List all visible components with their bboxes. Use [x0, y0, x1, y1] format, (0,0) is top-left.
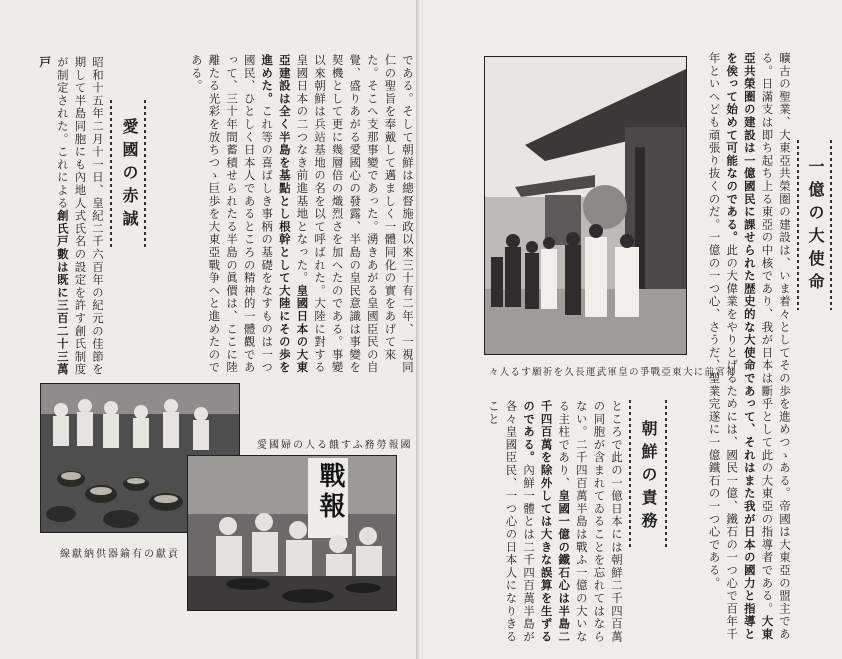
heading-rule-right — [144, 100, 146, 250]
heading-korea-duty: 朝鮮の責務 — [639, 420, 658, 535]
mission-text: 曠古の聖業、大東亞共榮圏の建設は、いま着々としてその歩を進めつゝある。帝國は大東亞の盟主である。日滿支は即ち起ち上る東亞の中核であり、我が日本は斷乎として此の大東亞の指導者である。 — [760, 52, 792, 641]
photo-patriotic-women — [187, 455, 397, 611]
photo-caption-shrine: 神宮前に大東亞戰爭の皇軍武運長久を祈願する人々 — [489, 367, 737, 378]
left-page — [0, 0, 418, 659]
korea-duty-text-column — [479, 400, 625, 644]
section-text: 昭和十五年二月十一日、皇紀二千六百年の紀元の佳節を期して半島同胞にも內地人式氏名の設定を許す創氏制度が制定された。これによる — [55, 56, 105, 376]
essay-bold-text: 皇國日本の大東亞建設は全く半島を基點とし根幹として大陸にその歩を進めた。 — [260, 54, 310, 374]
section-heading-patriotism: 愛國の赤誠 — [120, 118, 139, 233]
section-bold-text: 創氏戸數は既に三百二十三萬戸 — [38, 56, 70, 377]
right-page — [423, 0, 842, 659]
korea-duty-text-2: 內鮮一體とは二千四百萬半島が各々皇國臣民、一つ心の日本人になりきること — [486, 400, 537, 644]
mission-bold-text: 大東亞共榮圏の建設は一億國民に課せられた歴史的な大使命であって、それはまた我が日本の國力と指導とを俟って始めて可能なのである。 — [725, 52, 775, 641]
poster-text: 戰報 — [315, 462, 345, 522]
essay-column — [154, 54, 416, 374]
photo-caption-brass: 貢獻の有鍮器供納獻線 — [60, 549, 180, 560]
korea-duty-text: ところで此の一億日本には朝鮮二千四百萬の同胞が含まれてゐることを忘れてはならない。二千四百萬半島は戰ふ一億の大いなる主柱であり、 — [557, 400, 624, 644]
section-column — [4, 56, 106, 380]
essay-text: である。そして朝鮮は總督施政以來三十有二年、一視同仁の聖旨を奉戴して邁ましく一體同化の實をあげて來た。そこへ支那事變であった。湧きあがる皇國臣民の自覺、盛りあがる愛國心の發露、半島の皇民意識は事變を契機として更に幾層倍の熾烈さを加へたのである。事變以來朝鮮は兵站基地の名を以て呼ばれた。大陸に對する皇國日本の二つなき前進基地となった。 — [295, 54, 415, 374]
mission-text-column — [691, 52, 793, 644]
heading-2-rule-left — [629, 400, 631, 550]
photo-patriotic-women-image — [188, 456, 396, 610]
photo-shrine-prayer-image — [485, 57, 686, 354]
photo-caption-women: 國報勞務ふす餓る人の婦國愛 — [257, 440, 413, 451]
heading-1-rule-right — [830, 140, 832, 310]
heading-rule-left — [110, 100, 112, 250]
mission-text-2: 此の大偉業をやりとげるためには、國民一億、鐵石の一つ心で百年千年といへども頑張り抜くのだ。一億の一つ心、さうだ、聖業完遂に一億鐵石の一つ心である。 — [707, 52, 740, 641]
korea-duty-bold-text: 皇國一億の鐵石心は半島二千四百萬を除外しては大きな誤算を生ずるのである。 — [522, 400, 572, 644]
heading-great-mission: 一億の大使命 — [806, 158, 825, 296]
essay-text-2: これ等の喜ばしき事柄の基礎をなすものは一つ國民、ひとしく日本人であるところの精神的一體觀であって、三十年間蓄積せられたる半島の眞價は、ここに陸離たる光彩を放ちつゝ巨歩を大東亞戰争へと進めたのである。 — [189, 54, 275, 374]
heading-2-rule-right — [665, 400, 667, 550]
photo-shrine-prayer — [484, 56, 687, 355]
heading-1-rule-left — [797, 140, 799, 310]
